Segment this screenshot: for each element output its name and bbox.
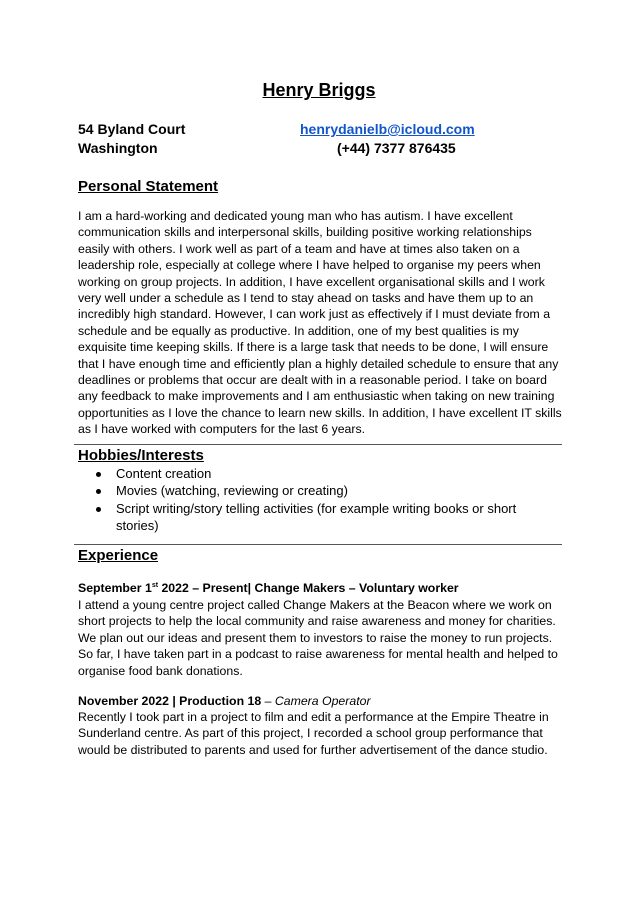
job-title-1 — [78, 580, 564, 596]
address-line-2: Washington — [78, 140, 158, 156]
bullet-icon — [96, 507, 101, 512]
email-link[interactable]: henrydanielb@icloud.com — [300, 121, 475, 137]
hobbies-list — [94, 465, 534, 535]
section-divider — [74, 544, 562, 545]
address-line-1: 54 Byland Court — [78, 121, 186, 137]
bullet-icon — [96, 489, 101, 494]
hobbies-heading: Hobbies/Interests — [78, 447, 204, 464]
job-description-2: Recently I took part in a project to film and edit a performance at the Empire Theatre in Sunderland centre. As part of this project, I recorded a school group performance that would be distributed to parents and used for further advertisement of the dance studio. — [78, 710, 549, 757]
job-sep: – — [261, 694, 275, 708]
bullet-icon — [96, 472, 101, 477]
job-date: September 1 — [78, 581, 152, 595]
candidate-name: Henry Briggs — [262, 80, 376, 100]
experience-heading: Experience — [78, 547, 159, 564]
job-title-2 — [78, 693, 564, 709]
personal-statement-heading: Personal Statement — [78, 178, 219, 195]
list-item — [94, 465, 534, 482]
phone-number: (+44) 7377 876435 — [337, 140, 456, 156]
personal-statement-text: I am a hard-working and dedicated young man who has autism. I have excellent communication skills and interpersonal skills, building positive working relationships easily with others. I work well as part of a team and have at times also taken on a leadership role, especially at college where I have helped to organise my peers when working on group projects. In addition, I have excellent organisational skills and I work very well under a schedule as I tend to stay ahead on tasks and have them up to an incredibly high standard. However, I can work just as effectively if I must deviate from a schedule and be equally as productive. In addition, one of my best qualities is my exquisite time keeping skills. If there is a large task that needs to be done, I will ensure that I have enough time and efficiently plan a highly detailed schedule to ensure that any deadlines or problems that occur are dealt with in a reasonable period. I take on board any feedback to make improvements and I am enthusiastic when taking on new training opportunities as I love the chance to learn new skills. In addition, I have excellent IT skills as I have worked with computers for the last 6 years. — [78, 209, 562, 437]
job-org: 2022 – Present| Change Makers – Voluntary worker — [158, 581, 459, 595]
hobby-text: Movies (watching, reviewing or creating) — [116, 483, 348, 499]
hobby-text: Content creation — [116, 466, 212, 481]
list-item — [94, 500, 534, 535]
section-divider — [74, 444, 562, 445]
list-item — [94, 482, 534, 499]
job-description-1: I attend a young centre project called Change Makers at the Beacon where we work on short projects to help the local community and raise awareness and money for charities. We plan out our ideas and present them to investors to raise the money to run projects. So far, I have taken part in a podcast to raise awareness for mental health and helped to organise food bank donations. — [78, 598, 558, 678]
hobby-text: Script writing/story telling activities (for example writing books or short stories) — [116, 500, 517, 534]
date-ordinal: st — [151, 581, 159, 589]
job-date-org: November 2022 | Production 18 — [78, 694, 262, 708]
job-role: Camera Operator — [274, 694, 371, 708]
